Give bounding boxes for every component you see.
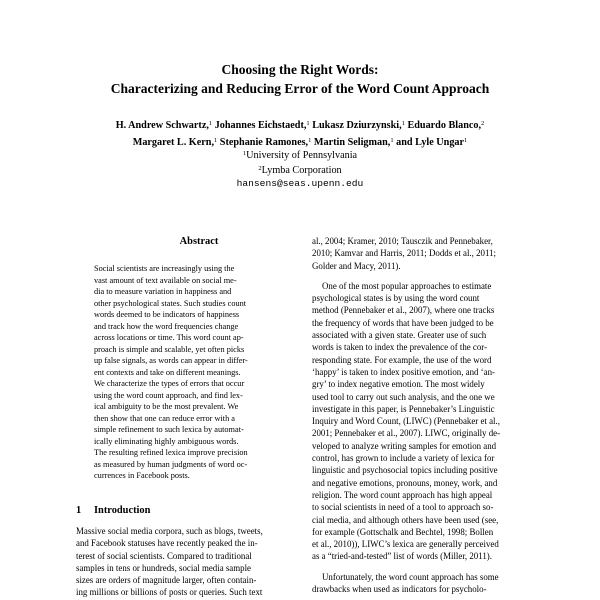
section-heading-introduction [76,505,150,516]
author-name: Eduardo Blanco, [407,120,482,131]
body-line: as a “tried-and-tested” list of words (Miller, 2011). [312,551,492,562]
body-line: drawbacks when used as indicators for psycholo- [312,584,487,595]
body-line: 2001; Pennebaker et al., 2007). LIWC, originally de- [312,428,501,439]
body-line: terest of social scientists. Compared to traditional [76,550,252,561]
author-name: Lukasz Dziurzynski, [312,120,402,131]
paragraph-citations [312,235,526,272]
body-line: et al., 2010)), LIWC’s lexica are generally perceived [312,539,499,550]
affiliation-2 [0,161,600,178]
author-affiliation-mark: 2 [481,120,485,127]
paragraph-drawbacks [312,571,526,596]
abstract-line: across locations or time. This word count ap- [94,333,244,342]
affiliation-number: 2 [258,165,262,172]
author-affiliation-mark: 1 [208,120,213,127]
abstract-line: up false signals, as words can appear in differ- [94,356,248,365]
title-line-2: Characterizing and Reducing Error of the Word Count Approach [110,81,490,96]
abstract-line: The resulting refined lexica improve precision [94,448,248,457]
body-line: veloped to analyze writing samples for emotion and [312,440,497,451]
body-line: 2010; Kamvar and Harris, 2011; Dodds et al., 2011; [312,248,496,259]
body-line: Massive social media corpora, such as blogs, tweets, [76,526,263,536]
author-name: and Lyle Ungar [396,137,465,148]
abstract-line: vast amount of text available on social me- [94,275,237,285]
body-line: al., 2004; Kramer, 2010; Tausczik and Pennebaker, [312,236,493,246]
abstract-line: currences in Facebook posts. [94,471,190,480]
body-line: associated with a given state. Greater use of such [312,330,487,341]
abstract-line: and track how the word frequencies change [94,321,239,331]
abstract-line: as measured by human judgments of word oc- [94,459,248,469]
author-affiliation-mark: 1 [306,120,310,127]
author-affiliation-mark: 1 [308,137,312,144]
abstract-line: other psychological states. Such studies count [94,298,247,308]
abstract-line: simple refinement to such lexica by automat- [94,425,244,434]
abstract-line: using the word count approach, and find lex- [94,390,243,400]
author-affiliation-mark: 1 [214,137,218,144]
paragraph-word-count [312,280,526,563]
body-line: to social scientists in need of a tool to approach so- [312,502,494,513]
body-line: control, has grown to include a variety of lexica for [312,453,495,464]
body-line: and Facebook statuses have recently peaked the in- [76,538,258,549]
affiliation-number: 1 [242,150,247,157]
body-line: One of the most popular approaches to estimate [322,280,492,291]
body-line: investigate in this paper, is Pennebaker’s Linguistic [312,403,495,414]
section-number: 1 [76,505,82,516]
body-line: sizes are orders of magnitude larger, often contain- [76,575,257,586]
body-line: words is taken to index the prevalence of the cor- [312,342,488,353]
abstract-line: ent contexts and take on different meanings. [94,367,241,377]
body-line: the frequency of words that have been judged to be [312,317,494,328]
body-line: Inquiry and Word Count, (LIWC) (Pennebaker et al., [312,416,500,427]
paragraph-gap [312,272,526,280]
abstract-line: then show that one can reduce error with a [94,413,235,423]
body-line: psychological states is by using the word count [312,293,480,304]
body-line: gry’ to index negative emotion. The most widely [312,379,485,390]
affiliation-name: Lymba Corporation [261,165,342,176]
body-line: for example (Gottschalk and Bechtel, 1998; Bollen [312,526,494,537]
abstract-line: dia to measure variation in happiness and [94,287,232,296]
author-name: H. Andrew Schwartz, [115,120,209,131]
section-title: Introduction [94,505,151,516]
body-line: religion. The word count approach has high appeal [312,489,493,500]
body-line: Unfortunately, the word count approach has some [322,571,499,582]
affiliation-name: University of Pennsylvania [246,150,358,161]
contact-email: hansens@seas.upenn.edu [236,178,364,189]
body-line: method (Pennebaker et al., 2007), where one tracks [312,305,495,316]
introduction-text [76,525,302,599]
abstract-line: proach is simple and scalable, yet often picks [94,344,245,354]
author-name: Martin Seligman, [313,137,391,148]
author-name: Johannes Eichstaedt, [214,120,307,131]
right-column-text [312,235,526,595]
body-line: linguistic and psychosocial topics including positive [312,465,498,476]
author-affiliation-mark: 1 [401,120,405,127]
paper-title [0,60,600,98]
title-line-1: Choosing the Right Words: [221,62,379,77]
author-affiliation-mark: 1 [390,137,394,144]
paragraph-gap [312,563,526,571]
abstract-line: words deemed to be indicators of happiness [94,310,240,319]
body-line: ‘happy’ is taken to index positive emotion, and ‘an- [312,366,495,377]
body-line: used tool to carry out such analysis, and the one we [312,391,495,402]
body-line: responding state. For example, the use of the word [312,354,492,365]
author-line-1 [0,116,600,133]
abstract-line: We characterize the types of errors that occur [94,379,245,388]
abstract-line: ical ambiguity to be the most prevalent. We [94,402,239,411]
body-line: Golder and Macy, 2011). [312,260,401,271]
abstract-heading: Abstract [179,236,219,247]
body-line: and negative emotions, pronouns, money, work, and [312,477,498,488]
body-line: samples in tens or hundreds, social media sample [76,562,251,573]
author-name: Stephanie Ramones, [219,137,309,148]
abstract-line: ically eliminating highly ambiguous words. [94,436,239,446]
abstract-body [94,263,304,482]
author-affiliation-mark: 1 [464,137,468,144]
abstract-line: Social scientists are increasingly using the [94,264,235,273]
author-name: Margaret L. Kern, [132,137,214,148]
author-list [0,116,600,150]
body-line: cial media, and although others have been used (see, [312,514,499,525]
body-line: ing millions or billions of posts or queries. Such text [76,587,263,598]
